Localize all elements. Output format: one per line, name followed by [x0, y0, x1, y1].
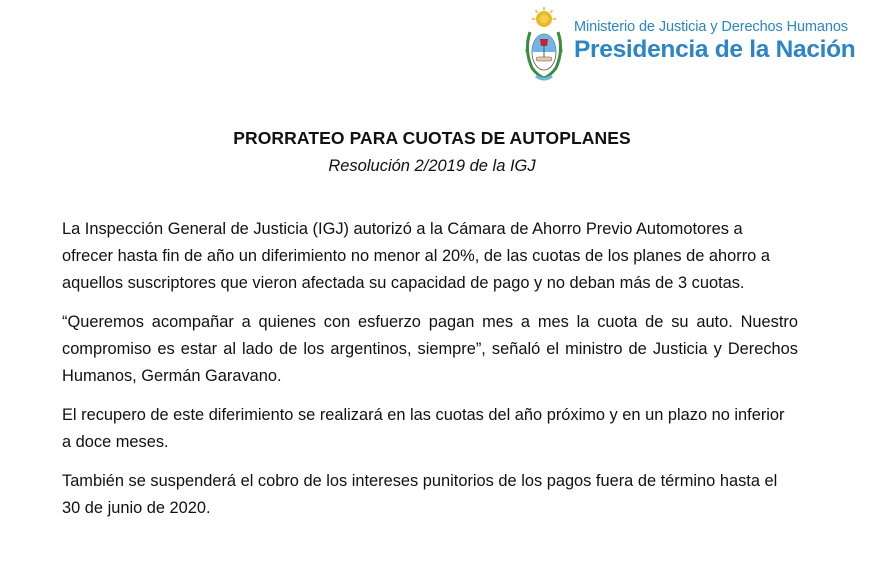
ministry-block	[574, 18, 874, 64]
sun-icon	[532, 7, 556, 27]
ministry-name: Ministerio de Justicia y Derechos Humanos	[574, 19, 848, 35]
coat-of-arms-icon	[522, 6, 566, 84]
paragraph-4: También se suspenderá el cobro de los intereses punitorios de los pagos fuera de término hasta el 30 de junio de 2020.	[62, 472, 778, 517]
document-subtitle: Resolución 2/2019 de la IGJ	[328, 157, 536, 175]
presidency-name: Presidencia de la Nación	[574, 36, 856, 63]
paragraph-3: El recupero de este diferimiento se realizará en las cuotas del año próximo y en un plazo no inferior a doce meses.	[62, 406, 785, 451]
document-title: PRORRATEO PARA CUOTAS DE AUTOPLANES	[233, 128, 631, 148]
document-body	[62, 216, 798, 534]
paragraph-2: “Queremos acompañar a quienes con esfuerzo pagan mes a mes la cuota de su auto. Nuestro compromiso es estar al lado de los argentinos, siempre”, señaló el ministro de Justicia y Derechos Humanos, Germán Garavano.	[62, 313, 798, 385]
paragraph-1: La Inspección General de Justicia (IGJ) autorizó a la Cámara de Ahorro Previo Automotores a ofrecer hasta fin de año un diferimiento no menor al 20%, de las cuotas de los planes de ahorro a aquellos suscriptores que vieron afectada su capacidad de pago y no deban más de 3 cuotas.	[62, 220, 770, 292]
header	[522, 6, 872, 86]
